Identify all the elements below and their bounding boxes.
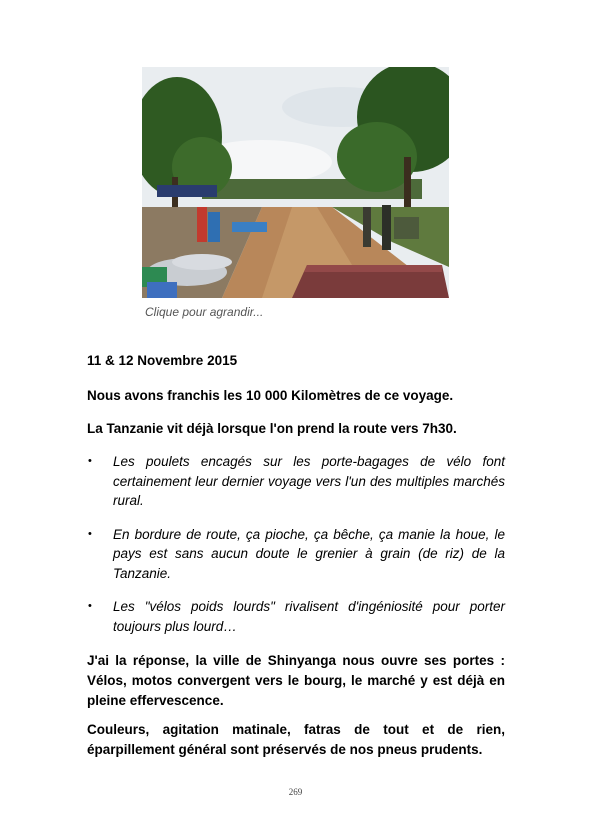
paragraph-couleurs: Couleurs, agitation matinale, fatras de tout et de rien, éparpillement général sont préservés de nos pneus prudents. <box>87 722 505 757</box>
bullet-item <box>87 452 505 511</box>
bullet-text: Les "vélos poids lourds" rivalisent d'ingéniosité pour porter toujours plus lourd… <box>113 599 505 634</box>
intro-paragraph-1: Nous avons franchis les 10 000 Kilomètres de ce voyage. <box>87 388 454 403</box>
paragraph-shinyanga: J'ai la réponse, la ville de Shinyanga nous ouvre ses portes : Vélos, motos convergent vers le bourg, le marché y est déjà en pleine effervescence. <box>87 653 505 708</box>
bullet-list <box>87 452 505 650</box>
photo-caption: Clique pour agrandir... <box>145 305 264 319</box>
bullet-text: Les poulets encagés sur les porte-bagages de vélo font certainement leur dernier voyage vers l'un des multiples marchés rural. <box>113 454 505 508</box>
bullet-icon: • <box>88 455 92 467</box>
market-road-photo[interactable] <box>142 67 449 298</box>
intro-paragraph-2: La Tanzanie vit déjà lorsque l'on prend la route vers 7h30. <box>87 421 457 436</box>
bullet-item <box>87 597 505 636</box>
bullet-text: En bordure de route, ça pioche, ça bêche, ça manie la houe, le pays est sans aucun doute le grenier à grain (de riz) de la Tanzanie. <box>113 526 505 581</box>
market-scene-image <box>142 67 449 298</box>
article-date: 11 & 12 Novembre 2015 <box>87 353 238 368</box>
bullet-item <box>87 525 505 584</box>
page-number: 269 <box>288 787 303 797</box>
bullet-icon: • <box>88 527 92 540</box>
bullet-icon: • <box>88 600 92 612</box>
